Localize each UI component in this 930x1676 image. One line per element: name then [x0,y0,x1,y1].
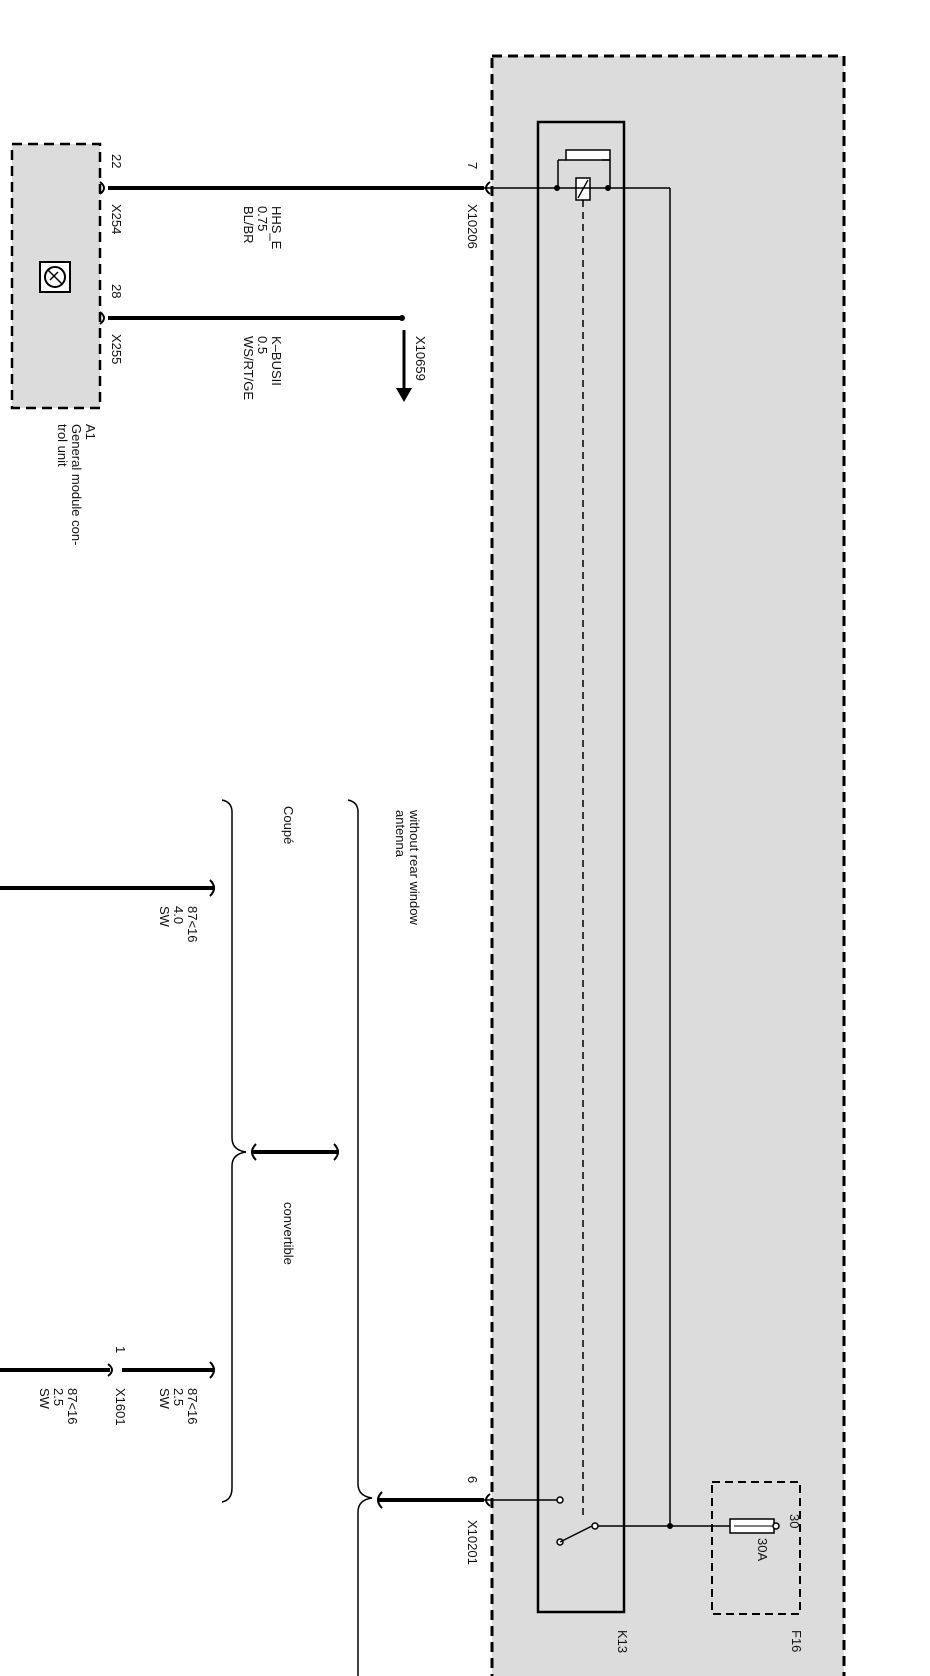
module-a1-name-2: trol unit [55,424,70,467]
fuse-rating: 30A [755,1538,770,1562]
module-a1-name-1: General module con- [69,424,84,546]
wire-kbus-color: WS/RT/GE [241,336,256,401]
pin-28-label: 28 [109,284,124,299]
wire-hhs [100,182,490,194]
pin-6-label: 6 [465,1476,480,1484]
connector-x10206: X10206 [465,204,480,249]
pin-1-label: 1 [113,1346,128,1354]
wire-coupe-color: SW [157,906,172,927]
wire-conv-left-spec [37,1388,80,1425]
wire-kbus-signal: K–BUSII [269,336,284,386]
wire-hhs-color: BL/BR [241,206,256,244]
fuse-f16-label: F16 [789,1630,804,1653]
control-module-icon [40,262,70,292]
wire-hhs-gauge: 0.75 [255,206,270,232]
connector-x254: X254 [109,204,124,235]
connector-x10201: X10201 [465,1520,480,1565]
connector-x10659: X10659 [413,336,428,381]
arrow-down-icon [396,388,412,402]
wire-coupe-signal: 87<16 [185,906,200,943]
option-without-rear-2: antenna [393,810,408,857]
wire-kbus-gauge: 0.5 [255,336,270,355]
option-coupe: Coupé [281,806,296,845]
wire-conv-right-spec [157,1388,200,1425]
wire-kbus-spec [241,336,284,400]
wire-option-bridge [252,1144,338,1160]
fuse-relay-box [492,56,844,1676]
option-convertible: convertible [281,1202,296,1265]
connector-x1601: X1601 [113,1388,128,1426]
wire-hhs-spec [241,206,284,250]
option-without-rear-1: without rear window [407,810,422,925]
wire-conv-left-color: SW [37,1388,52,1409]
wire-convertible [0,1362,214,1378]
pin-22-label: 22 [109,154,124,169]
wire-coupe-spec [157,906,200,943]
wire-hhs-signal: HHS_E [269,206,284,250]
wire-conv-left-gauge: 2.5 [51,1388,66,1407]
module-a1-id: A1 [83,424,98,440]
wire-relay-output [378,1492,490,1508]
wire-conv-right-color: SW [157,1388,172,1409]
connector-x255: X255 [109,334,124,365]
bracket-coupe-convertible [222,800,246,1502]
wire-coupe-feed [0,880,214,896]
bracket-without-antenna [348,800,372,1676]
wire-conv-right-signal: 87<16 [185,1388,200,1425]
fuse-terminal-30: 30 [787,1514,802,1529]
fuse-f16-symbol [730,1519,779,1533]
wire-coupe-gauge: 4.0 [171,906,186,925]
pin-7-label: 7 [465,162,480,170]
wire-conv-right-gauge: 2.5 [171,1388,186,1407]
relay-k13-label: K13 [615,1630,630,1654]
wire-conv-left-signal: 87<16 [65,1388,80,1425]
